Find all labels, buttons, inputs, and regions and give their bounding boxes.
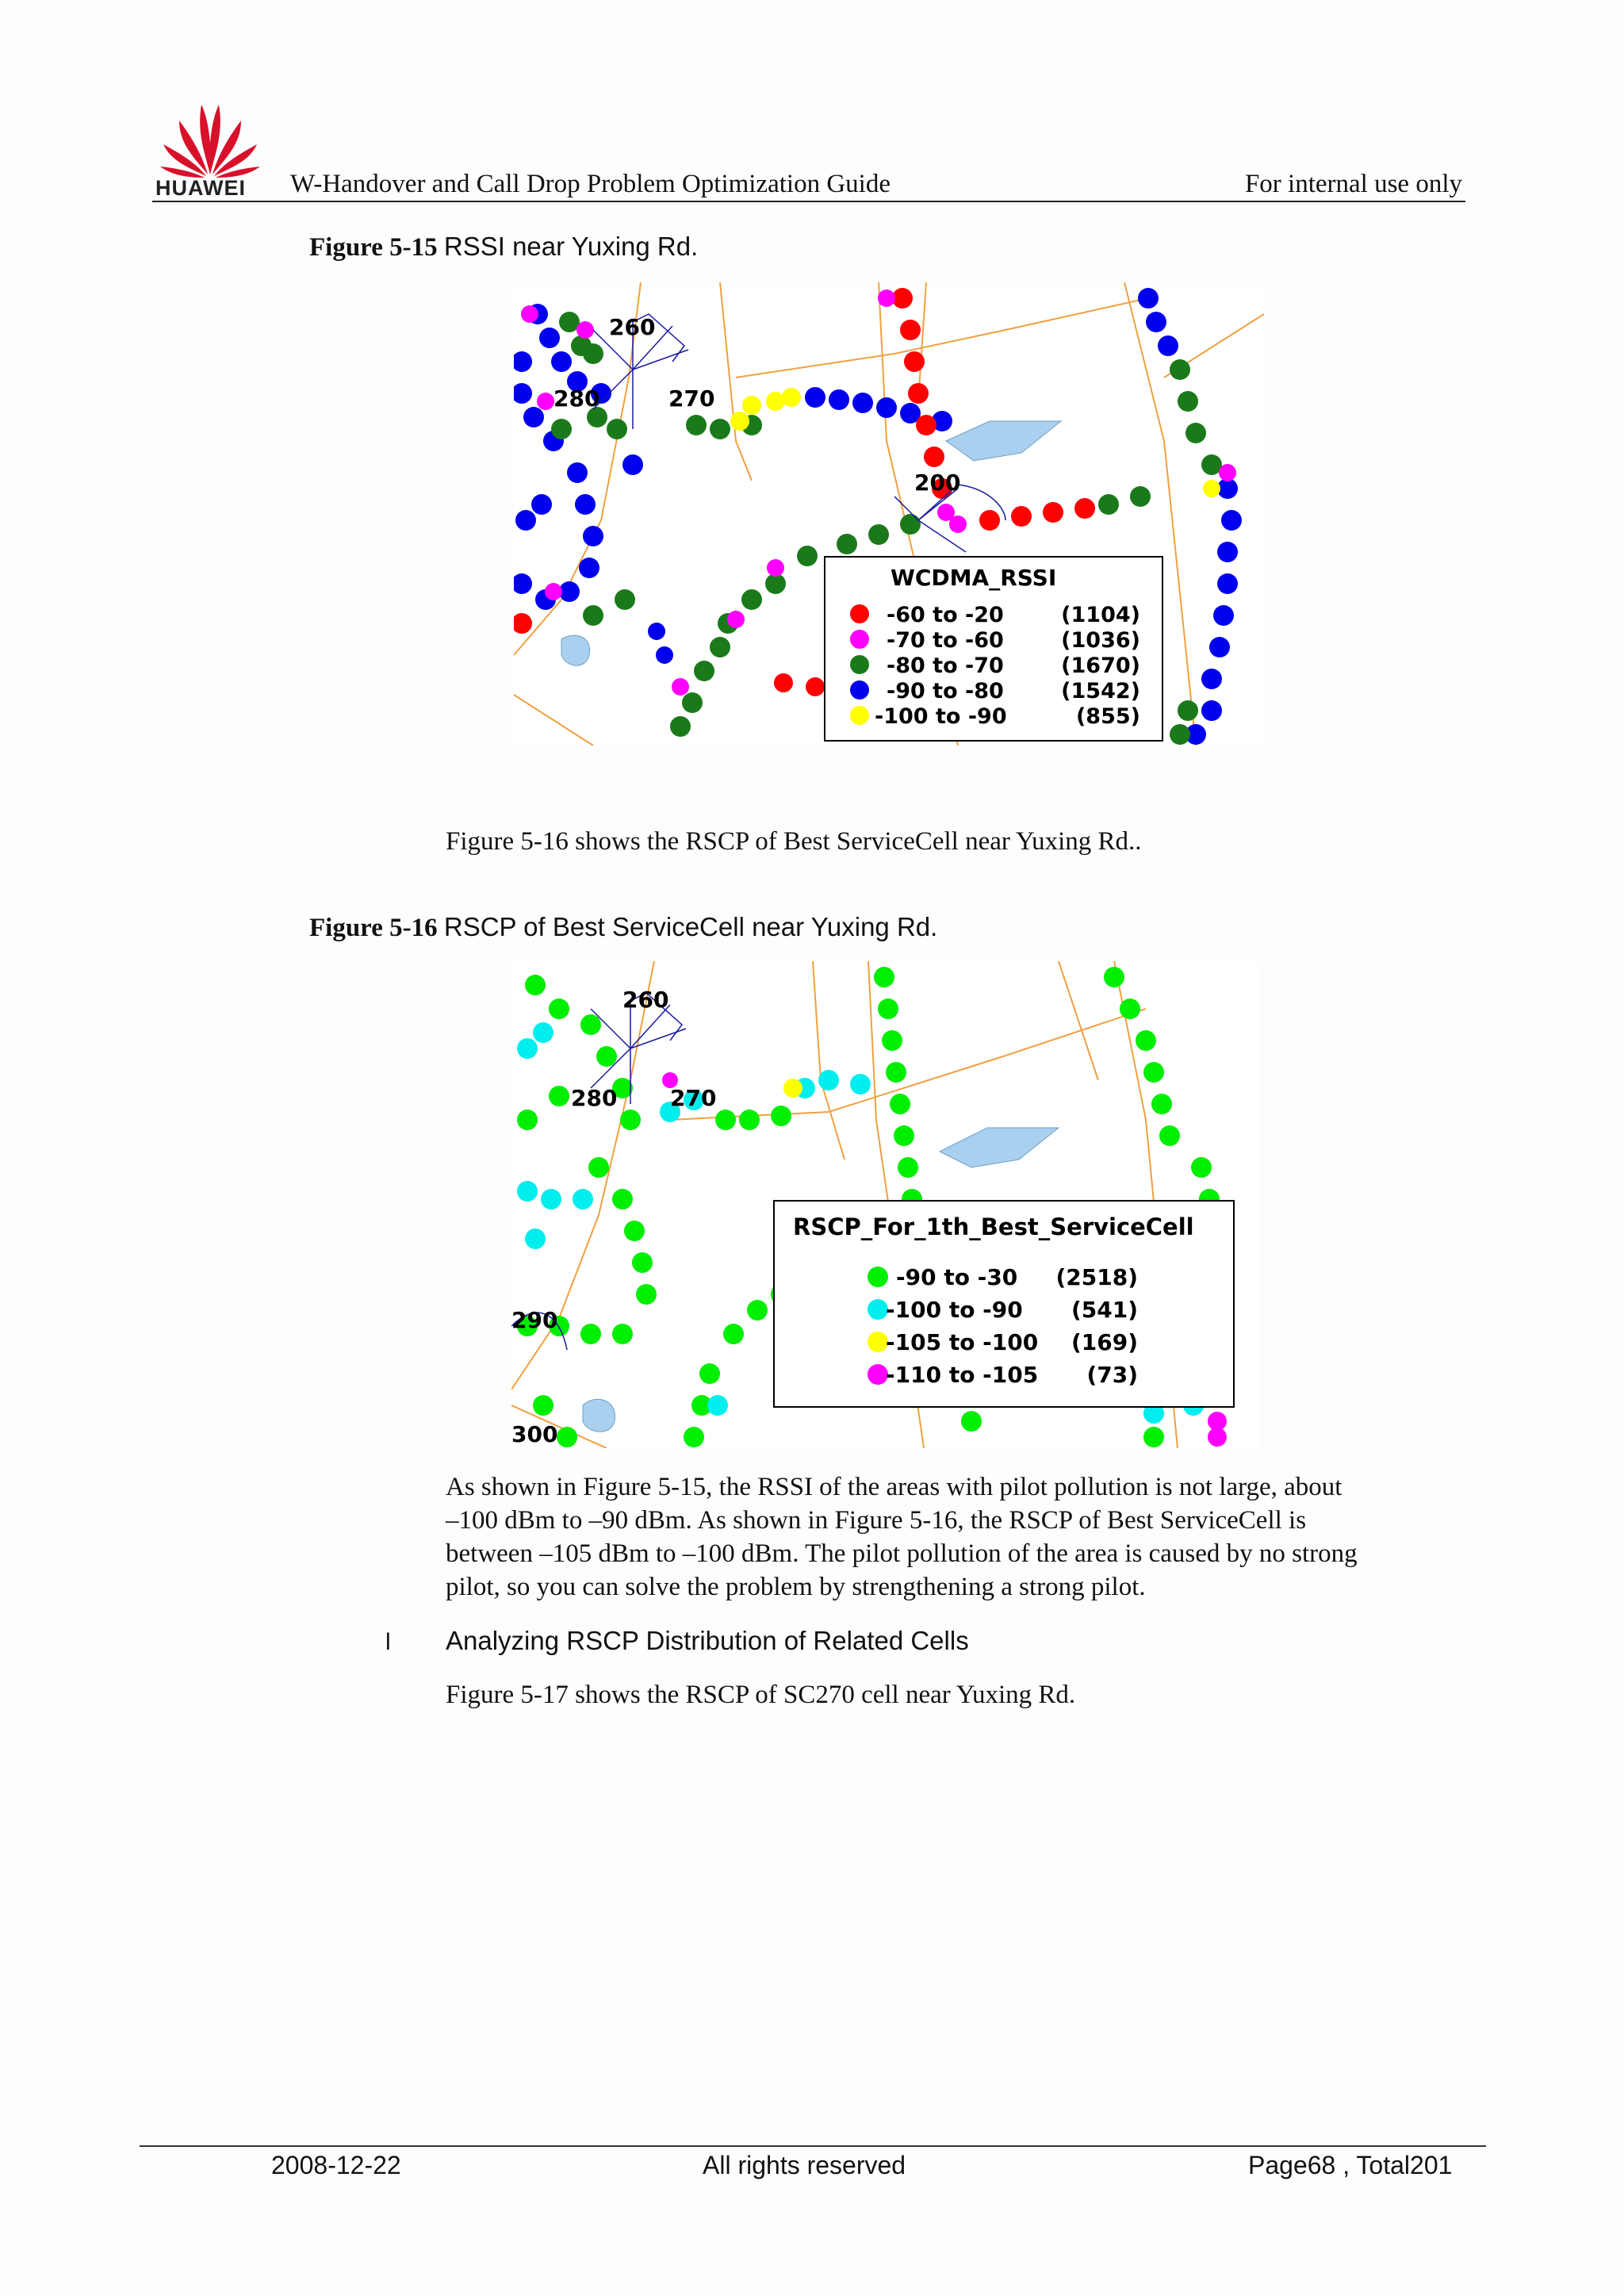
rscp-map	[511, 961, 1262, 1448]
footer-date: 2008-12-22	[271, 2151, 401, 2179]
legend-count: (541)	[1071, 1297, 1138, 1323]
rssi-map	[514, 282, 1264, 746]
legend-title: RSCP_For_1th_Best_ServiceCell	[793, 1213, 1194, 1240]
legend-swatch	[850, 680, 869, 700]
figure-title: RSCP of Best ServiceCell near Yuxing Rd.	[443, 912, 938, 941]
site-label: 280	[571, 1085, 618, 1111]
figure-intro-sentence: Figure 5-17 shows the RSCP of SC270 cell near Yuxing Rd.	[446, 1681, 1076, 1709]
legend-count: (1542)	[1061, 679, 1140, 703]
map-legend	[774, 1201, 1234, 1407]
paragraph-line: between –105 dBm to –100 dBm. The pilot pollution of the area is caused by no strong	[446, 1539, 1358, 1568]
legend-swatch	[868, 1267, 888, 1287]
site-label: 260	[622, 987, 669, 1013]
site-label: 270	[670, 1085, 717, 1111]
legend-count: (1104)	[1061, 603, 1140, 627]
paragraph-line: –100 dBm to –90 dBm. As shown in Figure 5-16, the RSCP of Best ServiceCell is	[446, 1506, 1307, 1535]
figure-title: RSSI near Yuxing Rd.	[443, 232, 699, 261]
bullet-heading: Analyzing RSCP Distribution of Related Cells	[446, 1626, 969, 1655]
site-label: 280	[553, 385, 600, 412]
analysis-paragraph	[446, 1470, 1358, 1604]
legend-count: (855)	[1075, 704, 1140, 729]
legend-title: WCDMA_RSSI	[891, 565, 1057, 591]
bullet-marker: l	[385, 1629, 391, 1655]
footer-rights: All rights reserved	[703, 2151, 906, 2179]
figure-caption	[309, 912, 937, 943]
legend-count: (2518)	[1055, 1264, 1138, 1290]
site-label: 270	[668, 385, 715, 412]
brand-wordmark: HUAWEI	[155, 176, 246, 200]
legend-range: -60 to -20	[887, 603, 1004, 627]
legend-count: (1036)	[1061, 628, 1140, 653]
legend-range: -90 to -80	[887, 679, 1004, 703]
legend-range: -100 to -90	[875, 704, 1007, 729]
classification-label: For internal use only	[1244, 170, 1462, 198]
site-label: 300	[511, 1421, 558, 1447]
legend-range: -90 to -30	[896, 1264, 1018, 1290]
footer-rule	[140, 2145, 1486, 2147]
figure-caption	[309, 232, 698, 263]
legend-range: -105 to -100	[886, 1329, 1039, 1355]
legend-range: -110 to -105	[886, 1362, 1039, 1388]
legend-count: (169)	[1071, 1329, 1138, 1355]
legend-range: -100 to -90	[886, 1297, 1023, 1323]
footer-page-number: Page68 , Total201	[1248, 2151, 1453, 2179]
paragraph-line: As shown in Figure 5-15, the RSSI of the areas with pilot pollution is not large, about	[446, 1473, 1342, 1501]
legend-range: -80 to -70	[887, 654, 1004, 678]
intro-sentence: Figure 5-16 shows the RSCP of Best ServiceCell near Yuxing Rd..	[446, 827, 1142, 856]
site-label: 260	[609, 314, 656, 340]
document-title: W-Handover and Call Drop Problem Optimization Guide	[290, 170, 891, 198]
legend-range: -70 to -60	[887, 628, 1004, 653]
legend-count: (1670)	[1061, 654, 1140, 678]
legend-swatch	[850, 630, 869, 649]
site-label: 200	[914, 470, 961, 496]
figure-number: Figure 5-15	[309, 233, 438, 262]
legend-swatch	[850, 655, 869, 674]
map-legend	[825, 557, 1162, 741]
legend-swatch	[850, 706, 869, 725]
legend-swatch	[850, 604, 869, 623]
figure-number: Figure 5-16	[309, 914, 438, 942]
paragraph-line: pilot, so you can solve the problem by strengthening a strong pilot.	[446, 1573, 1146, 1601]
header-rule	[152, 201, 1465, 202]
site-label: 290	[511, 1307, 558, 1333]
legend-count: (73)	[1086, 1362, 1138, 1388]
